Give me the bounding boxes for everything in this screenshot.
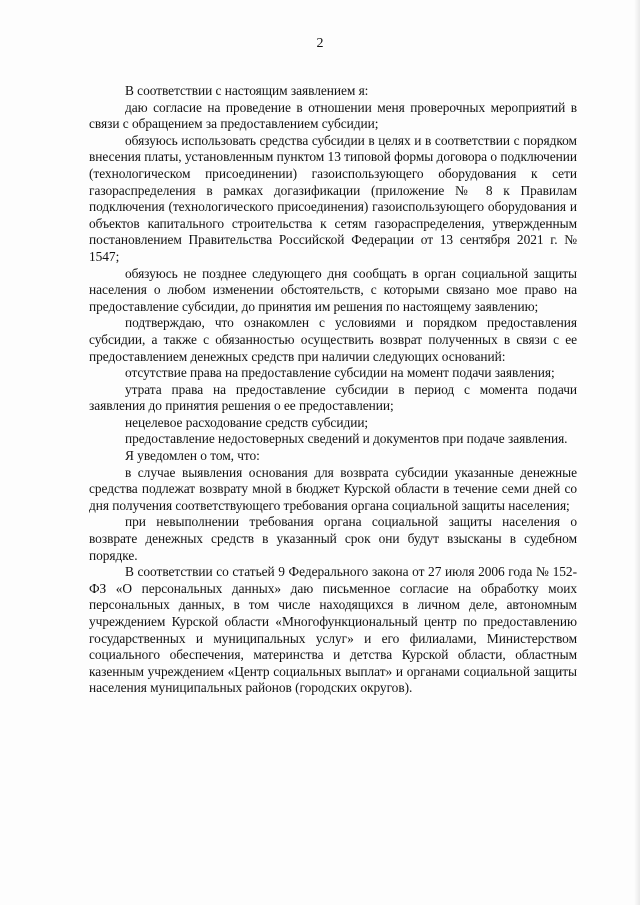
paragraph-obligation-notify: обязуюсь не позднее следующего дня сообщать в орган социальной защиты населения о любом изменении обстоятельств, с которыми связано мое право на предоставление субсидии, до принятия им решения по настоящему заявлению; <box>89 265 577 314</box>
paragraph-consent-verification: даю согласие на проведение в отношении меня проверочных мероприятий в связи с обращением за предоставлением субсидии; <box>89 99 577 132</box>
paragraph-intro: В соответствии с настоящим заявлением я: <box>125 83 369 98</box>
paragraph-obligation-use-funds: обязуюсь использовать средства субсидии в целях и в соответствии с порядком внесения платы, установленным пунктом 13 типовой формы договора о подключении (технологическом присоединении) газоиспользующего оборудования к сети газораспределения в рамках догазификации (приложение № 8 к Правилам подключения (технологического присоединения) газоиспользующего оборудования и объектов капитального строительства к сетям газораспределения, утвержденным постановлением Правительства Российской Федерации от 13 сентября 2021 г. № 1547; <box>89 132 577 264</box>
paragraph-ground-loss-right: утрата права на предоставление субсидии в период с момента подачи заявления до принятия решения о ее предоставлении; <box>89 381 577 414</box>
paragraph-refund-term: в случае выявления основания для возврата субсидии указанные денежные средства подлежат возврату мной в бюджет Курской области в течение семи дней со дня получения соответствующего требования органа социальной защиты населения; <box>89 464 577 513</box>
paragraph-ground-no-right: отсутствие права на предоставление субсидии на момент подачи заявления; <box>125 365 555 381</box>
page-number: 2 <box>316 36 324 51</box>
page-edge-shadow <box>634 0 640 905</box>
paragraph-ground-false-info: предоставление недостоверных сведений и документов при подаче заявления. <box>125 431 568 447</box>
paragraph-ground-misuse: нецелевое расходование средств субсидии; <box>125 414 369 430</box>
paragraph-personal-data-consent: В соответствии со статьей 9 Федерального закона от 27 июля 2006 года № 152-ФЗ «О персональных данных» даю письменное согласие на обработку моих персональных данных, в том числе находящихся в личном деле, автономным учреждением Курской области «Многофункциональный центр по предоставлению государственных и муниципальных услуг» и его филиалами, Министерством социального обеспечения, материнства и детства Курской области, областным казенным учреждением «Центр социальных выплат» и органами социальной защиты населения муниципальных районов (городских округов). <box>89 564 577 696</box>
document-body <box>89 83 577 697</box>
paragraph-notified-heading: Я уведомлен о том, что: <box>125 448 260 464</box>
paragraph-court-recovery: при невыполнении требования органа социальной защиты населения о возврате денежных средств в указанный срок они будут взысканы в судебном порядке. <box>89 514 577 563</box>
paragraph-confirm-familiarized: подтверждаю, что ознакомлен с условиями и порядком предоставления субсидии, а также с обязанностью осуществить возврат полученных в связи с ее предоставлением денежных средств при наличии следующих оснований: <box>89 315 577 364</box>
